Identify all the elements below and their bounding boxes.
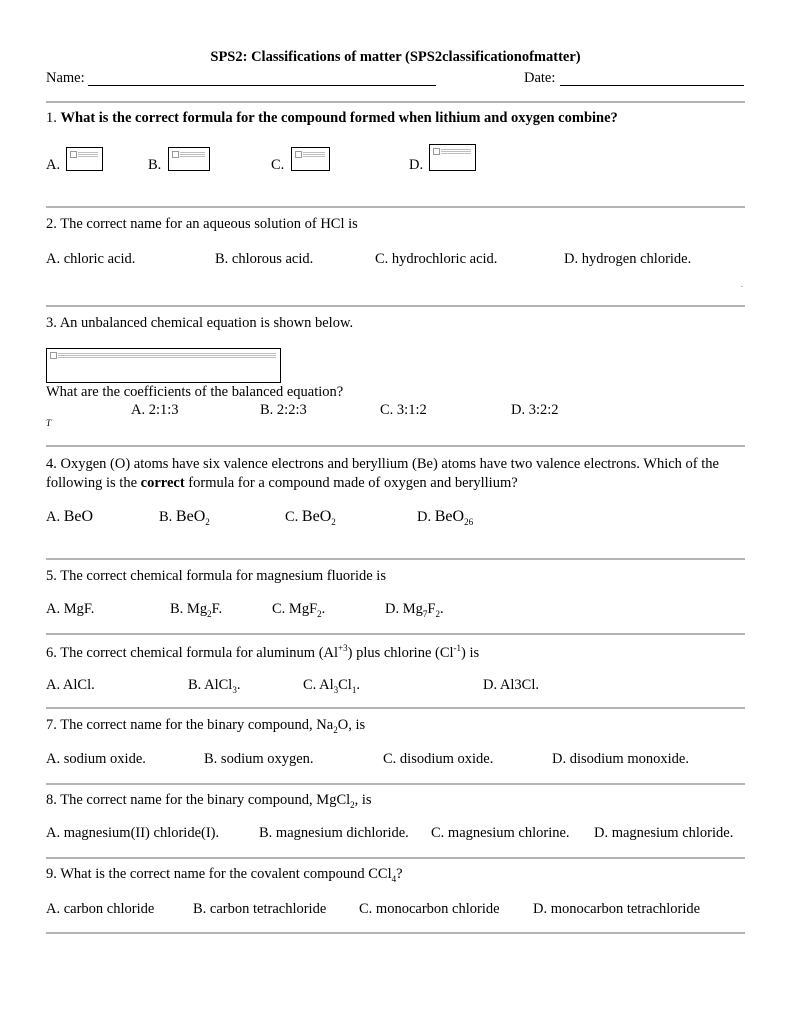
- question-6-text-part: ) plus chlorine (Cl: [347, 644, 454, 661]
- question-8-text-part: , is: [354, 792, 372, 808]
- q8-choice-d[interactable]: D. magnesium chloride.: [594, 825, 734, 841]
- q6-choice-b[interactable]: [188, 677, 240, 695]
- q5-choice-c[interactable]: [272, 601, 325, 619]
- question-6-text-part: ) is: [461, 644, 480, 661]
- divider: [46, 857, 745, 859]
- date-label: Date:: [524, 70, 556, 86]
- choice-text: B. Mg: [170, 601, 208, 617]
- divider: [46, 206, 745, 208]
- q1-choice-a[interactable]: A.: [46, 157, 61, 173]
- divider: [46, 558, 745, 560]
- q2-choice-c[interactable]: C. hydrochloric acid.: [375, 251, 498, 267]
- q9-choice-a[interactable]: A. carbon chloride: [46, 901, 155, 917]
- subscript: 3: [333, 684, 339, 695]
- subscript: 2: [435, 608, 440, 619]
- divider: [46, 707, 745, 709]
- question-3-text: 3. An unbalanced chemical equation is shown below.: [46, 315, 354, 331]
- q7-choice-d[interactable]: D. disodium monoxide.: [552, 751, 689, 767]
- question-4-text: [46, 455, 746, 493]
- q8-choice-b[interactable]: B. magnesium dichloride.: [259, 825, 409, 841]
- question-6-text-part: 6. The correct chemical formula for aluminum (Al: [46, 644, 339, 661]
- q1-choice-d[interactable]: D.: [409, 157, 424, 173]
- choice-text: C. Al: [303, 677, 334, 693]
- q1-choice-d-image: [429, 144, 476, 171]
- q4-choice-a[interactable]: [46, 508, 93, 527]
- subscript: 4: [391, 873, 397, 884]
- stray-mark: T: [46, 418, 52, 428]
- q3-choice-c[interactable]: C. 3:1:2: [380, 402, 427, 418]
- question-1-number: 1.: [46, 110, 57, 126]
- choice-text: A. MgF.: [46, 601, 95, 617]
- q9-choice-b[interactable]: B. carbon tetrachloride: [193, 901, 327, 917]
- q3-choice-a[interactable]: A. 2:1:3: [131, 402, 179, 418]
- subscript: 2: [205, 516, 210, 527]
- question-6-text: [46, 643, 479, 662]
- q5-choice-d[interactable]: [385, 601, 444, 619]
- q7-choice-c[interactable]: C. disodium oxide.: [383, 751, 494, 767]
- stray-mark: .: [741, 280, 743, 289]
- formula: BeO: [434, 508, 465, 525]
- subscript: 2: [350, 799, 355, 810]
- q8-choice-a[interactable]: A. magnesium(II) chloride(I).: [46, 825, 220, 841]
- choice-text: B. AlCl: [188, 677, 233, 693]
- divider: [46, 633, 745, 635]
- q4-choice-c[interactable]: [285, 508, 336, 527]
- question-8-text-part: 8. The correct name for the binary compound, MgCl: [46, 792, 351, 808]
- divider: [46, 445, 745, 447]
- q4-choice-b[interactable]: [159, 508, 210, 527]
- subscript: 26: [464, 516, 474, 527]
- question-9-text-part: ?: [396, 866, 403, 882]
- q5-choice-a[interactable]: [46, 601, 94, 618]
- choice-label: C.: [285, 509, 299, 525]
- divider: [46, 101, 745, 103]
- subscript: 2: [331, 516, 336, 527]
- name-label: Name:: [46, 70, 85, 86]
- formula: BeO: [301, 508, 332, 525]
- choice-label: A.: [46, 509, 61, 525]
- question-4-text-part: formula for a compound made of oxygen and beryllium?: [188, 475, 518, 491]
- choice-text: A. AlCl.: [46, 677, 95, 693]
- q7-choice-a[interactable]: A. sodium oxide.: [46, 751, 146, 767]
- subscript: 3: [232, 684, 237, 695]
- q3-choice-b[interactable]: B. 2:2:3: [260, 402, 307, 418]
- q3-choice-d[interactable]: D. 3:2:2: [511, 402, 559, 418]
- superscript: +3: [338, 643, 348, 653]
- name-field-line[interactable]: [88, 85, 436, 86]
- subscript: 2: [317, 608, 322, 619]
- choice-text: F.: [211, 601, 223, 617]
- equation-image: [46, 348, 281, 383]
- date-field-line[interactable]: [560, 85, 744, 86]
- question-5-text: 5. The correct chemical formula for magnesium fluoride is: [46, 568, 386, 584]
- q2-choice-b[interactable]: B. chlorous acid.: [215, 251, 314, 267]
- subscript: 2: [333, 724, 338, 735]
- subscript: 7: [422, 608, 428, 619]
- choice-label: B.: [159, 509, 173, 525]
- question-9-text: [46, 866, 403, 884]
- q9-choice-c[interactable]: C. monocarbon chloride: [359, 901, 500, 917]
- choice-text: D. Mg: [385, 601, 423, 617]
- q6-choice-d[interactable]: [483, 677, 539, 694]
- q4-choice-d[interactable]: [417, 508, 473, 527]
- q6-choice-c[interactable]: [303, 677, 360, 695]
- q7-choice-b[interactable]: B. sodium oxygen.: [204, 751, 314, 767]
- question-1-text: What is the correct formula for the compound formed when lithium and oxygen combine?: [60, 110, 618, 126]
- question-1: [46, 110, 618, 127]
- q1-choice-b-image: [168, 147, 210, 171]
- question-7-text: [46, 717, 365, 735]
- q5-choice-b[interactable]: [170, 601, 222, 619]
- q6-choice-a[interactable]: [46, 677, 95, 694]
- q1-choice-c[interactable]: C.: [271, 157, 285, 173]
- formula: BeO: [175, 508, 206, 525]
- q9-choice-d[interactable]: D. monocarbon tetrachloride: [533, 901, 701, 917]
- question-8-text: [46, 792, 372, 810]
- subscript: 2: [207, 608, 212, 619]
- q2-choice-d[interactable]: D. hydrogen chloride.: [564, 251, 692, 267]
- choice-text: D. Al3Cl.: [483, 677, 539, 693]
- choice-text: .: [356, 677, 360, 693]
- divider: [46, 932, 745, 934]
- subscript: 1: [351, 684, 357, 695]
- divider: [46, 783, 745, 785]
- superscript: -1: [453, 643, 462, 653]
- question-4-emphasis: correct: [140, 475, 185, 491]
- choice-text: .: [321, 601, 326, 617]
- q2-choice-a[interactable]: A. chloric acid.: [46, 251, 136, 267]
- choice-text: Cl: [338, 677, 352, 693]
- divider: [46, 305, 745, 307]
- choice-text: .: [439, 601, 444, 617]
- page-title: SPS2: Classifications of matter (SPS2classificationofmatter): [210, 49, 581, 65]
- choice-text: .: [236, 677, 241, 693]
- q1-choice-b[interactable]: B.: [148, 157, 162, 173]
- question-7-text-part: 7. The correct name for the binary compound, Na: [46, 717, 334, 733]
- formula: BeO: [63, 508, 94, 525]
- question-2-text: 2. The correct name for an aqueous solution of HCl is: [46, 216, 358, 232]
- choice-label: D.: [417, 509, 432, 525]
- question-3-prompt: What are the coefficients of the balanced equation?: [46, 384, 344, 400]
- question-9-text-part: 9. What is the correct name for the covalent compound CCl: [46, 866, 392, 882]
- q1-choice-c-image: [291, 147, 330, 171]
- choice-text: C. MgF: [272, 601, 318, 617]
- question-4-text-part: 4. Oxygen (O) atoms have six valence electrons and beryllium (Be) atoms have two valence electrons. Which of the following is the: [46, 456, 719, 491]
- question-7-text-part: O, is: [337, 717, 366, 733]
- q8-choice-c[interactable]: C. magnesium chlorine.: [431, 825, 570, 841]
- q1-choice-a-image: [66, 147, 103, 171]
- choice-text: F: [427, 601, 436, 617]
